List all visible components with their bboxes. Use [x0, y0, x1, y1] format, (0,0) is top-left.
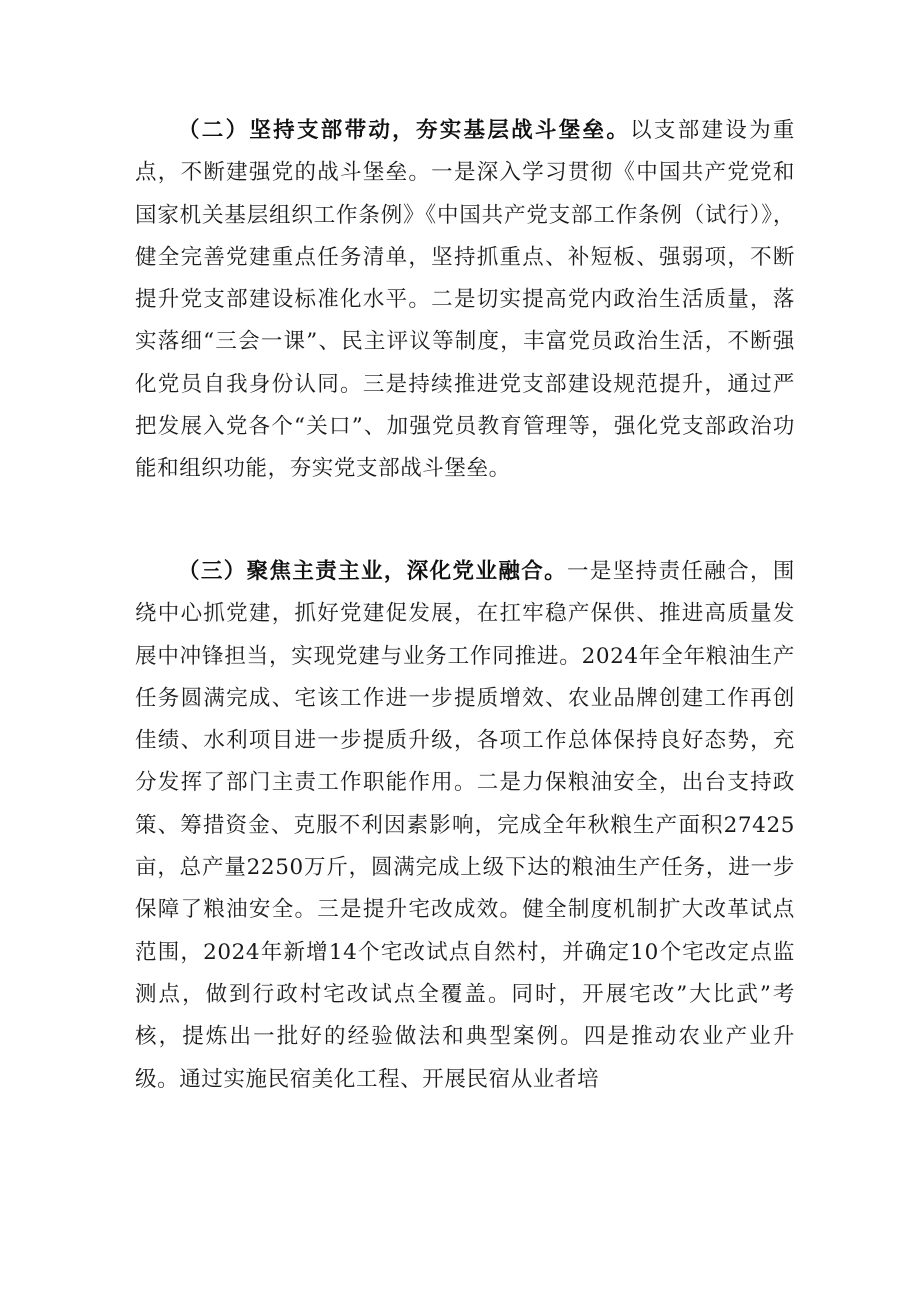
- section-paragraph-2: [135, 110, 795, 491]
- section-body-2: 以支部建设为重点，不断建强党的战斗堡垒。一是深入学习贯彻《中国共产党党和国家机关基层组织工作条例》《中国共产党支部工作条例（试行）》，健全完善党建重点任务清单，坚持抓重点、补短板、强弱项，不断提升党支部建设标准化水平。二是切实提高党内政治生活质量，落实落细“三会一课”、民主评议等制度，丰富党员政治生活，不断强化党员自我身份认同。三是持续推进党支部建设规范提升，通过严把发展入党各个“关口”、加强党员教育管理等，强化党支部政治功能和组织功能，夯实党支部战斗堡垒。: [135, 118, 795, 482]
- section-body-3: 一是坚持责任融合，围绕中心抓党建，抓好党建促发展，在扛牢稳产保供、推进高质量发展中冲锋担当，实现党建与业务工作同推进。2024年全年粮油生产任务圆满完成、宅该工作进一步提质增效、农业品牌创建工作再创佳绩、水利项目进一步提质升级，各项工作总体保持良好态势，充分发挥了部门主责工作职能作用。二是力保粮油安全，出台支持政策、筹措资金、克服不利因素影响，完成全年秋粮生产面积27425亩，总产量2250万斤，圆满完成上级下达的粮油生产任务，进一步保障了粮油安全。三是提升宅改成效。健全制度机制扩大改革试点范围，2024年新增14个宅改试点自然村，并确定10个宅改定点监测点，做到行政村宅改试点全覆盖。同时，开展宅改”大比武”考核，提炼出一批好的经验做法和典型案例。四是推动农业产业升级。通过实施民宿美化工程、开展民宿从业者培: [135, 559, 795, 1092]
- section-heading-2: （二）坚持支部带动，夯实基层战斗堡垒。: [178, 118, 631, 143]
- section-heading-3: （三）聚焦主责主业，深化党业融合。: [178, 559, 567, 584]
- section-paragraph-3: [135, 551, 795, 1101]
